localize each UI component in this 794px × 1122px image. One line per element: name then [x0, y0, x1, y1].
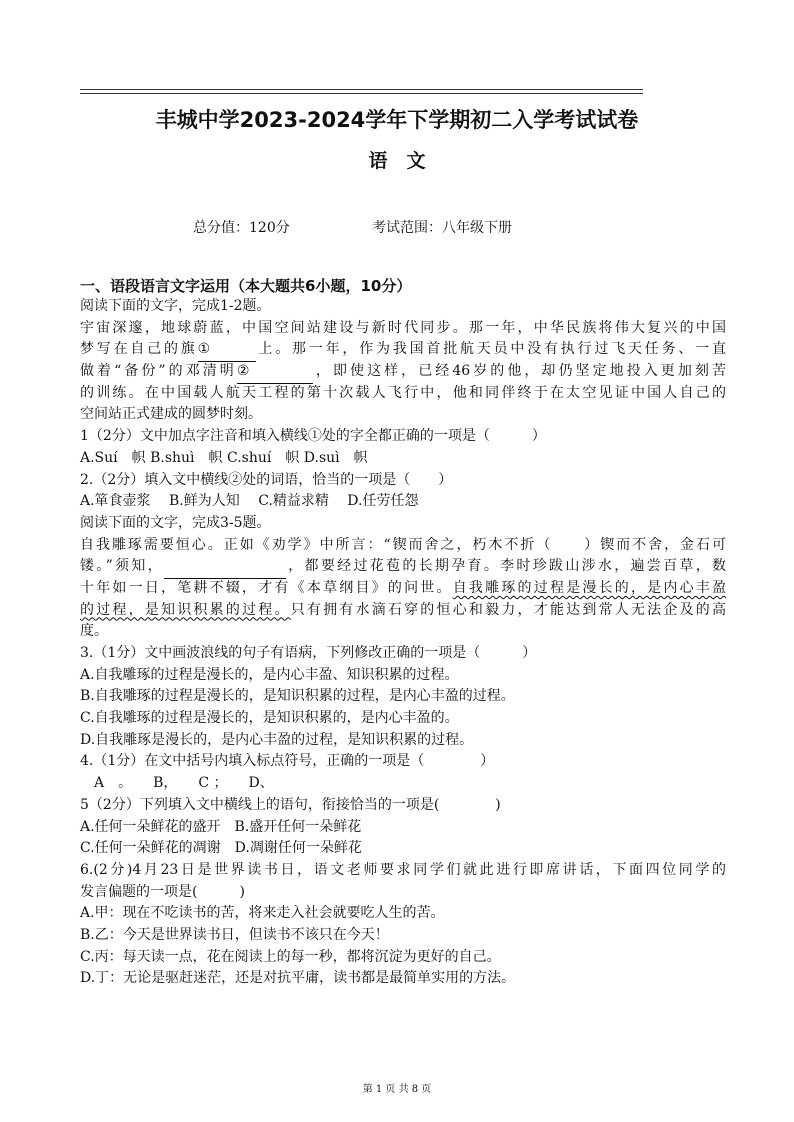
passage-1-line: 的训练。在中国载人航天工程的第十次载人飞行中，他和同伴终于在太空见证中国人自己的	[80, 384, 726, 401]
question-5: 5（2分）下列填入文中横线上的语句，衔接恰当的一项是( )	[80, 796, 501, 813]
subject-title: 语 文	[368, 150, 426, 172]
exam-scope: 考试范围：八年级下册	[372, 220, 512, 236]
passage-text: 梦写在自己的旗	[80, 341, 198, 358]
blank-1-marker: ①	[197, 341, 211, 358]
question-3-option-d: D.自我雕琢是漫长的，是内心丰盈的过程，是知识积累的过程。	[80, 731, 474, 748]
question-6-continued: 发言偏题的一项是( )	[80, 883, 245, 900]
passage-text: 上。那一年，作为我国首批航天员中没有执行过飞天任务、一直	[255, 341, 727, 358]
passage-1-line: 空间站正式建成的圆梦时刻。	[80, 406, 262, 423]
question-body	[80, 296, 726, 990]
passage-1-intro: 阅读下面的文字，完成1-2题。	[80, 298, 271, 314]
question-1-options: A.Suí 帜 B.shuì 帜 C.shuí 帜 D.suì 帜	[80, 449, 368, 466]
blank-2-marker: ②	[236, 363, 250, 380]
header-rule-top	[80, 89, 643, 90]
wavy-underlined-sentence: 自我雕琢的过程是漫长的，是内心丰盈	[452, 579, 726, 596]
question-6-option-d: D.丁：无论是驱赶迷茫，还是对抗平庸，读书都是最简单实用的方法。	[80, 970, 516, 987]
passage-1-line: 宇宙深邃，地球蔚蓝，中国空间站建设与新时代同步。那一年，中华民族将伟大复兴的中国	[80, 319, 726, 336]
passage-2-intro: 阅读下面的文字，完成3-5题。	[80, 514, 271, 531]
blank-3	[164, 556, 286, 579]
question-3-option-b: B.自我雕琢的过程是漫长的，是知识积累的过程，是内心丰盈的过程。	[80, 688, 515, 705]
passage-text: 做着“备份”的邓清明	[80, 363, 237, 380]
question-2-options: A.箪食壶浆 B.鲜为人知 C.精益求精 D.任劳任怨	[80, 493, 419, 510]
question-5-options-ab: A.任何一朵鲜花的盛开 B.盛开任何一朵鲜花	[80, 818, 362, 835]
passage-2-line: 度。	[80, 623, 108, 640]
blank-1	[198, 339, 256, 362]
question-3-option-c: C.自我雕琢的过程是漫长的，是知识积累的，是内心丰盈的。	[80, 710, 459, 727]
passage-2-line	[80, 600, 726, 622]
section-1-heading: 一、语段语言文字运用（本大题共6小题，10分）	[80, 277, 412, 295]
blank-2	[237, 361, 313, 384]
question-6: 6.(2分)4月23日是世界读书日，语文老师要求同学们就此进行即席讲话，下面四位同学的	[80, 861, 726, 878]
total-score: 总分值：120分	[193, 220, 290, 236]
question-2: 2.（2分）填入文中横线②处的词语，恰当的一项是（ ）	[80, 471, 453, 488]
wavy-underlined-sentence: 的过程，是知识积累的过程。	[80, 601, 291, 618]
passage-text: ，都要经过花苞的长期孕育。李时珍跋山涉水，遍尝百草，数	[285, 558, 726, 575]
passage-2-line: 自我雕琢需要恒心。正如《劝学》中所言：“锲而舍之，朽木不折（ ）锲而不舍，金石可	[80, 536, 726, 553]
question-1: 1（2分）文中加点字注音和填入横线①处的字全都正确的一项是（ ）	[80, 428, 546, 445]
passage-1-line	[80, 339, 726, 361]
question-6-option-a: A.甲：现在不吃读书的苦，将来走入社会就要吃人生的苦。	[80, 905, 445, 922]
passage-text: 镂。”须知，	[80, 558, 164, 575]
question-6-option-b: B.乙：今天是世界读书日，但读书不该只在今天！	[80, 926, 389, 943]
page-number: 第 1 页 共 8 页	[362, 1084, 432, 1095]
question-4-options: A 。 B， C ； D、	[80, 775, 274, 792]
passage-1-line	[80, 361, 726, 383]
exam-title: 丰城中学2023-2024学年下学期初二入学考试试卷	[155, 108, 639, 132]
question-3: 3.（1分）文中画波浪线的句子有语病，下列修改正确的一项是（ ）	[80, 645, 537, 661]
passage-text: ，即使这样，已经46岁的他，却仍坚定地投入更加刻苦	[312, 363, 726, 380]
passage-text: 只有拥有水滴石穿的恒心和毅力，才能达到常人无法企及的高	[290, 601, 727, 618]
question-4: 4.（1分）在文中括号内填入标点符号，正确的一项是（ ）	[80, 753, 495, 770]
question-6-option-c: C.丙：每天读一点，花在阅读上的每一秒，都将沉淀为更好的自己。	[80, 948, 501, 965]
passage-2-line	[80, 578, 726, 600]
passage-text: 十年如一日，笔耕不辍，才有《本草纲目》的问世。	[80, 579, 453, 596]
header-rule-bottom	[80, 93, 643, 94]
question-3-option-a: A.自我雕琢的过程是漫长的，是内心丰盈、知识积累的过程。	[80, 666, 459, 683]
passage-2-line	[80, 556, 726, 578]
question-5-options-cd: C.任何一朵鲜花的凋谢 D.凋谢任何一朵鲜花	[80, 840, 362, 857]
